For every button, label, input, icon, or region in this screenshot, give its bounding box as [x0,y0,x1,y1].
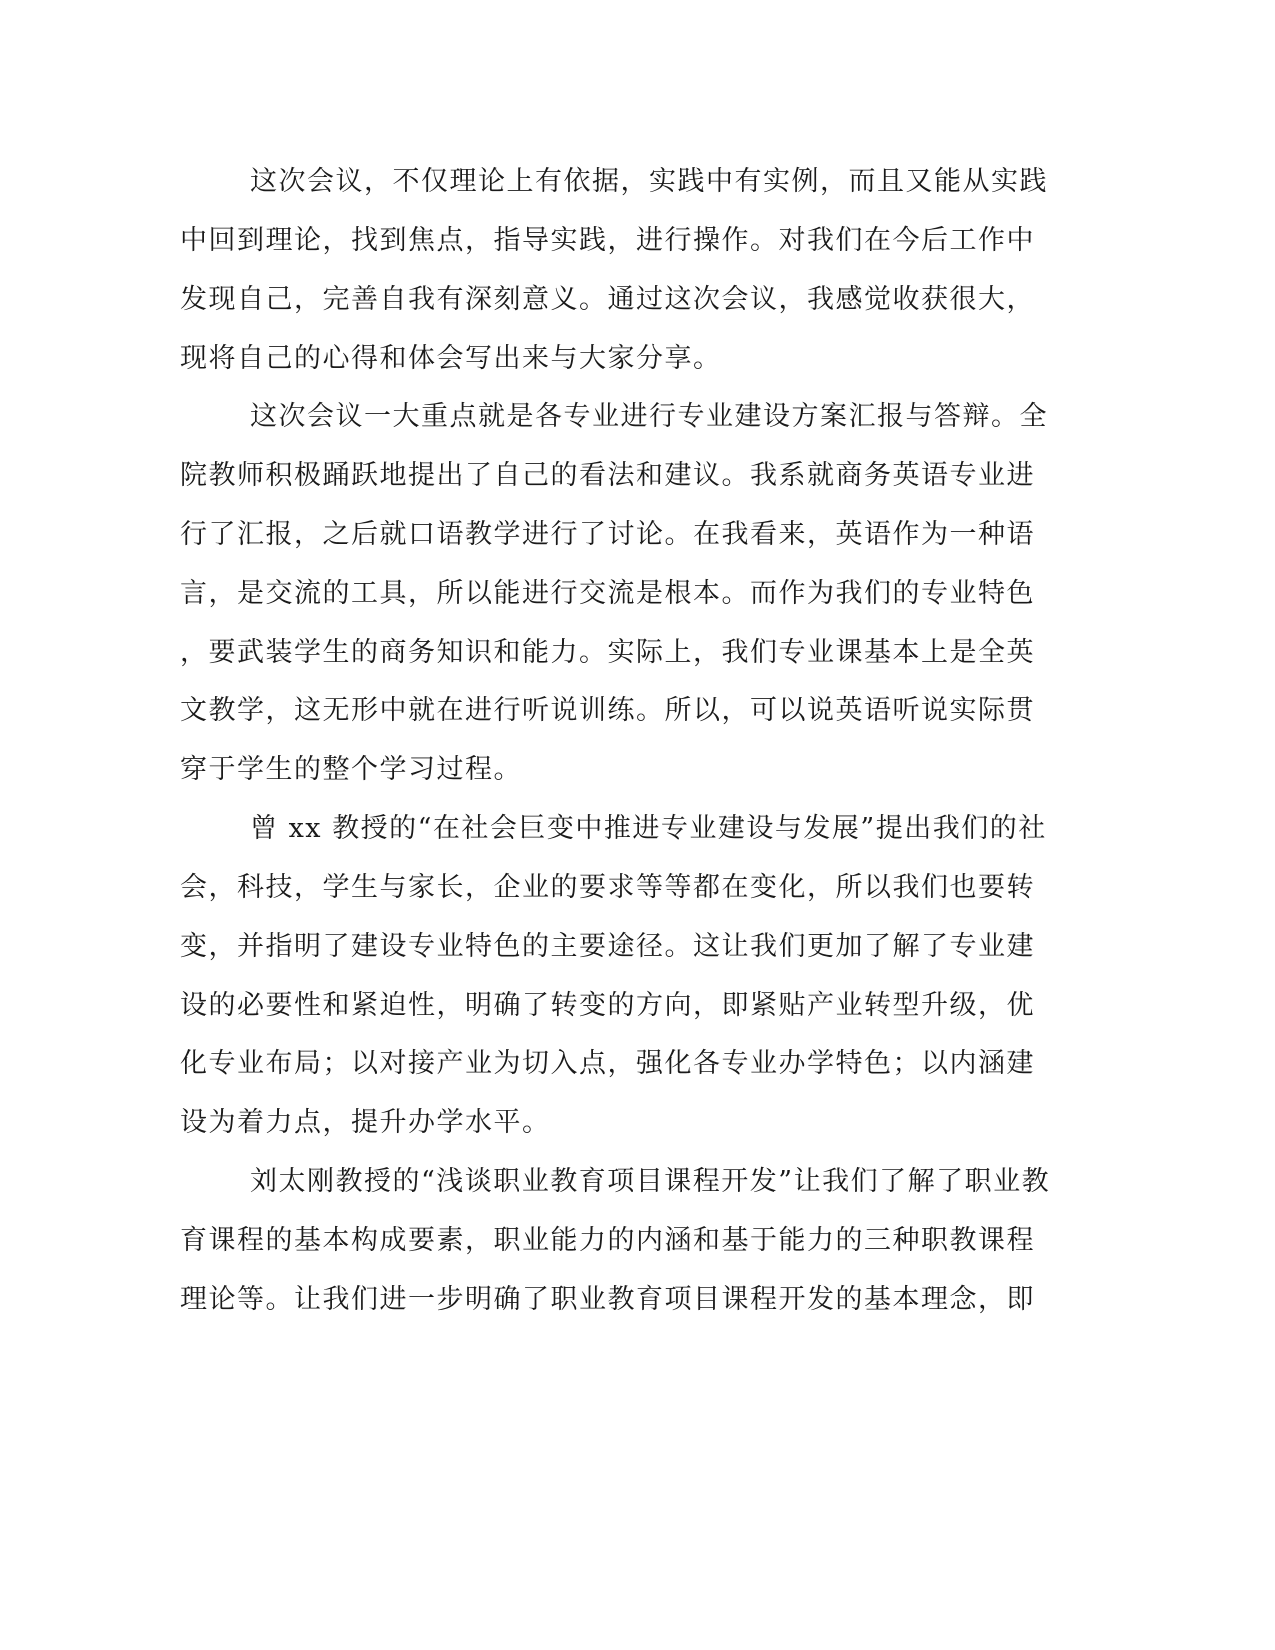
paragraph-2-line-2: 院教师积极踊跃地提出了自己的看法和建议。我系就商务英语专业进 [180,460,1035,491]
paragraph-1-line-1: 这次会议，不仅理论上有依据，实践中有实例，而且又能从实践 [250,166,1048,197]
paragraph-2-line-5: ，要武装学生的商务知识和能力。实际上，我们专业课基本上是全英 [180,637,1035,668]
paragraph-2-line-6: 文教学，这无形中就在进行听说训练。所以，可以说英语听说实际贯 [180,695,1035,726]
paragraph-3-line-1: 曾 xx 教授的“在社会巨变中推进专业建设与发展”提出我们的社 [250,813,1047,844]
paragraph-3-line-4: 设的必要性和紧迫性，明确了转变的方向，即紧贴产业转型升级，优 [180,990,1035,1021]
paragraph-3-line-2: 会，科技，学生与家长，企业的要求等等都在变化，所以我们也要转 [180,872,1035,903]
paragraph-4-line-3: 理论等。让我们进一步明确了职业教育项目课程开发的基本理念，即 [180,1284,1035,1315]
paragraph-4-line-2: 育课程的基本构成要素，职业能力的内涵和基于能力的三种职教课程 [180,1225,1035,1256]
paragraph-1-line-3: 发现自己，完善自我有深刻意义。通过这次会议，我感觉收获很大， [180,284,1035,315]
paragraph-2-line-1: 这次会议一大重点就是各专业进行专业建设方案汇报与答辩。全 [250,401,1048,432]
paragraph-1-line-4: 现将自己的心得和体会写出来与大家分享。 [180,343,722,374]
paragraph-3-line-5: 化专业布局；以对接产业为切入点，强化各专业办学特色；以内涵建 [180,1048,1035,1079]
paragraph-1-line-2: 中回到理论，找到焦点，指导实践，进行操作。对我们在今后工作中 [180,225,1035,256]
paragraph-2-line-7: 穿于学生的整个学习过程。 [180,754,522,785]
paragraph-2-line-4: 言，是交流的工具，所以能进行交流是根本。而作为我们的专业特色 [180,578,1035,609]
paragraph-3-line-6: 设为着力点，提升办学水平。 [180,1107,551,1138]
paragraph-4-line-1: 刘太刚教授的“浅谈职业教育项目课程开发”让我们了解了职业教 [250,1166,1051,1197]
paragraph-3-line-3: 变，并指明了建设专业特色的主要途径。这让我们更加了解了专业建 [180,931,1035,962]
paragraph-2-line-3: 行了汇报，之后就口语教学进行了讨论。在我看来，英语作为一种语 [180,519,1035,550]
